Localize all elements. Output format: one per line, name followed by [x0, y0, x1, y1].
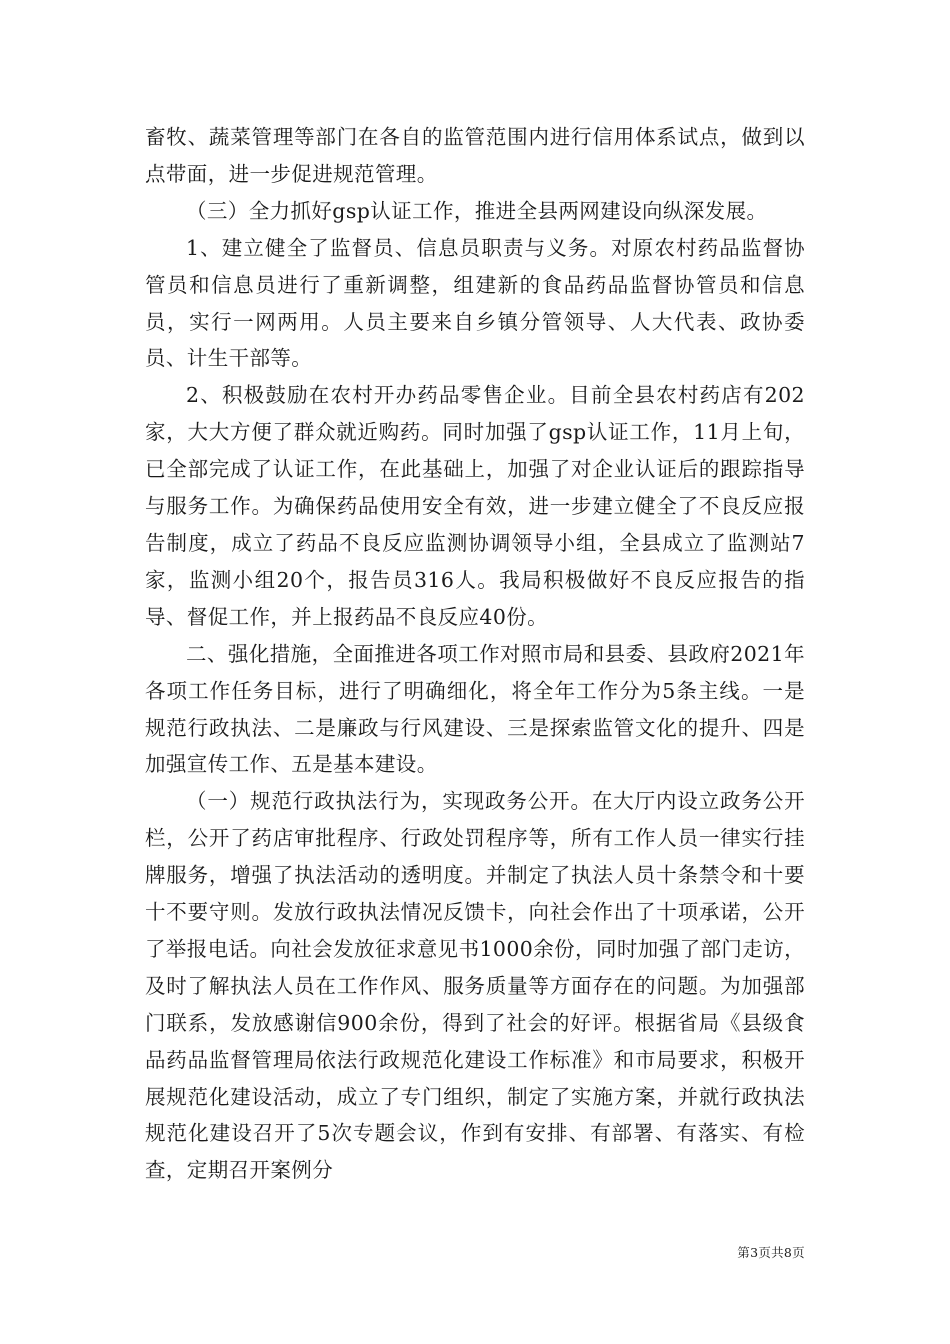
paragraph-2: （三）全力抓好gsp认证工作，推进全县两网建设向纵深发展。: [186, 198, 768, 223]
paragraph-6: （一）规范行政执法行为，实现政务公开。在大厅内设立政务公开栏，公开了药店审批程序、行政处罚程序等，所有工作人员一律实行挂牌服务，增强了执法活动的透明度。并制定了执法人员十条禁令和十要十不要守则。发放行政执法情况反馈卡，向社会作出了十项承诺，公开了举报电话。向社会发放征求意见书1000余份，同时加强了部门走访，及时了解执法人员在工作作风、服务质量等方面存在的问题。为加强部门联系，发放感谢信900余份，得到了社会的好评。根据省局《县级食品药品监督管理局依法行政规范化建设工作标准》和市局要求，积极开展规范化建设活动，成立了专门组织，制定了实施方案，并就行政执法规范化建设召开了5次专题会议，作到有安排、有部署、有落实、有检查，定期召开案例分: [145, 789, 805, 1183]
paragraph-5: 二、强化措施，全面推进各项工作对照市局和县委、县政府2021年各项工作任务目标，进行了明确细化，将全年工作分为5条主线。一是规范行政执法、二是廉政与行风建设、三是探索监管文化的提升、四是加强宣传工作、五是基本建设。: [145, 641, 805, 777]
page-number-footer: 第3页共8页: [737, 1245, 805, 1260]
paragraph-1: 畜牧、蔬菜管理等部门在各自的监管范围内进行信用体系试点，做到以点带面，进一步促进规范管理。: [145, 125, 805, 186]
paragraph-4: 2、积极鼓励在农村开办药品零售企业。目前全县农村药店有202家，大大方便了群众就近购药。同时加强了gsp认证工作，11月上旬，已全部完成了认证工作，在此基础上，加强了对企业认证后的跟踪指导与服务工作。为确保药品使用安全有效，进一步建立健全了不良反应报告制度，成立了药品不良反应监测协调领导小组，全县成立了监测站7家，监测小组20个，报告员316人。我局积极做好不良反应报告的指导、督促工作，并上报药品不良反应40份。: [145, 383, 805, 629]
paragraph-3: 1、建立健全了监督员、信息员职责与义务。对原农村药品监督协管员和信息员进行了重新调整，组建新的食品药品监督协管员和信息员，实行一网两用。人员主要来自乡镇分管领导、人大代表、政协委员、计生干部等。: [145, 235, 805, 371]
document-body: [145, 119, 805, 1189]
